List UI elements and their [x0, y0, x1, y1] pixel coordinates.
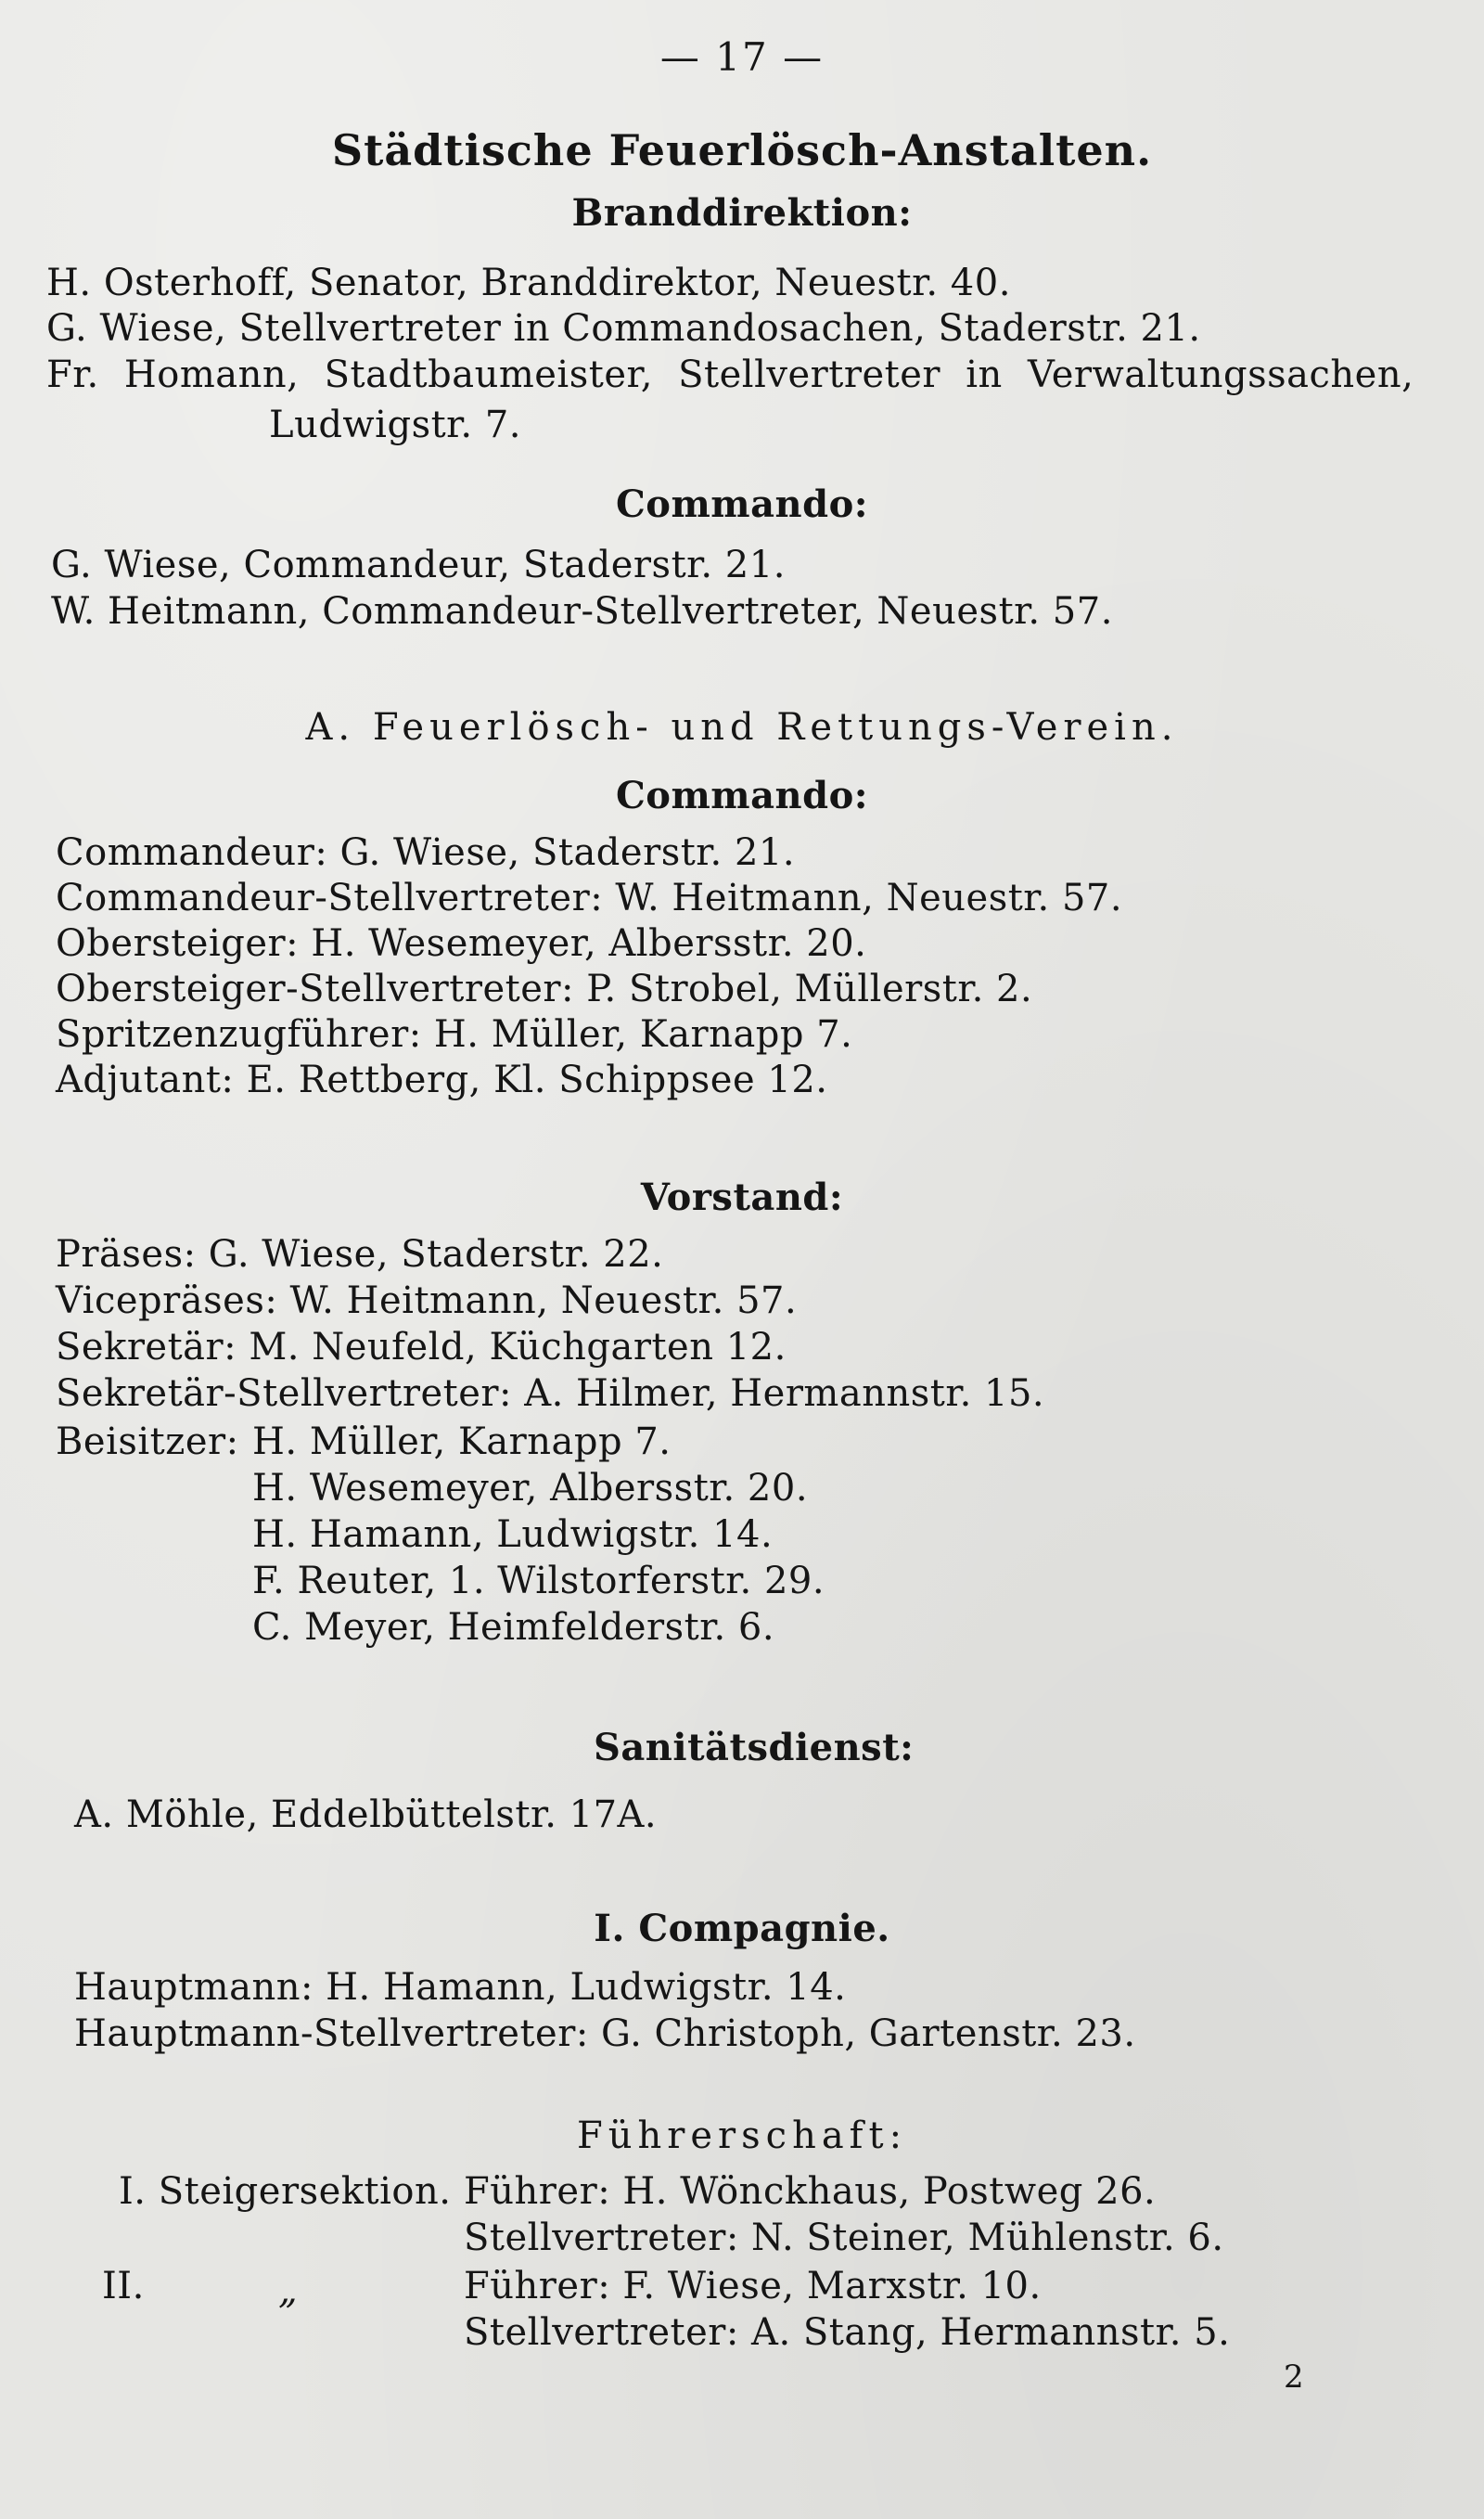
branddirektion-line: G. Wiese, Stellvertreter in Commandosachen, Staderstr. 21.: [46, 307, 1201, 350]
compagnie-line: Hauptmann: H. Hamann, Ludwigstr. 14.: [74, 1966, 847, 2009]
verein-commando-line: Obersteiger-Stellvertreter: P. Strobel, Müllerstr. 2.: [56, 968, 1033, 1010]
beisitzer-line: H. Müller, Karnapp 7.: [252, 1420, 672, 1463]
verein-commando-line: Commandeur-Stellvertreter: W. Heitmann, Neuestr. 57.: [56, 877, 1123, 919]
branddirektion-line: Ludwigstr. 7.: [269, 404, 521, 446]
vorstand-line: Präses: G. Wiese, Staderstr. 22.: [56, 1233, 664, 1276]
beisitzer-line: H. Hamann, Ludwigstr. 14.: [252, 1513, 774, 1556]
sanitaet-heading: Sanitätsdienst:: [594, 1726, 915, 1769]
steigersektion-line: Führer: H. Wönckhaus, Postweg 26.: [464, 2170, 1157, 2213]
fuehrerschaft-heading: Führerschaft:: [576, 2114, 908, 2157]
verein-commando-line: Spritzenzugführer: H. Müller, Karnapp 7.: [56, 1013, 853, 1056]
vorstand-line: Sekretär-Stellvertreter: A. Hilmer, Hermannstr. 15.: [56, 1372, 1045, 1415]
verein-commando-line: Obersteiger: H. Wesemeyer, Albersstr. 20.: [56, 922, 867, 965]
beisitzer-line: H. Wesemeyer, Albersstr. 20.: [252, 1467, 809, 1510]
vorstand-line: Vicepräses: W. Heitmann, Neuestr. 57.: [56, 1279, 798, 1322]
commando-line: G. Wiese, Commandeur, Staderstr. 21.: [51, 544, 786, 586]
compagnie-line: Hauptmann-Stellvertreter: G. Christoph, Gartenstr. 23.: [74, 2012, 1136, 2055]
branddirektion-line: Fr. Homann, Stadtbaumeister, Stellvertreter in Verwaltungssachen,: [46, 353, 1414, 396]
compagnie-heading: I. Compagnie.: [594, 1907, 890, 1950]
steigersektion-label: I. Steigersektion.: [119, 2170, 452, 2213]
branddirektion-heading: Branddirektion:: [571, 191, 913, 235]
steigersektion-line: Führer: F. Wiese, Marxstr. 10.: [464, 2265, 1042, 2307]
steigersektion-label: II.: [102, 2265, 145, 2307]
commando-heading: Commando:: [615, 482, 869, 526]
beisitzer-line: C. Meyer, Heimfelderstr. 6.: [252, 1606, 775, 1649]
beisitzer-line: F. Reuter, 1. Wilstorferstr. 29.: [252, 1560, 825, 1602]
branddirektion-line: H. Osterhoff, Senator, Branddirektor, Neuestr. 40.: [46, 262, 1011, 304]
verein-commando-line: Commandeur: G. Wiese, Staderstr. 21.: [56, 831, 796, 874]
commando-line: W. Heitmann, Commandeur-Stellvertreter, Neuestr. 57.: [51, 590, 1113, 633]
ditto-mark: „: [278, 2269, 298, 2312]
verein-heading: A. Feuerlösch- und Rettungs-Verein.: [305, 706, 1179, 749]
steigersektion-line: Stellvertreter: N. Steiner, Mühlenstr. 6.: [464, 2217, 1224, 2259]
verein-commando-heading: Commando:: [615, 774, 869, 817]
page-title: Städtische Feuerlösch-Anstalten.: [331, 125, 1153, 175]
vorstand-heading: Vorstand:: [640, 1176, 844, 1219]
sheet-signature: 2: [1284, 2358, 1304, 2396]
page-number: — 17 —: [659, 34, 825, 80]
sanitaet-line: A. Möhle, Eddelbüttelstr. 17A.: [74, 1793, 658, 1836]
steigersektion-line: Stellvertreter: A. Stang, Hermannstr. 5.: [464, 2311, 1231, 2354]
vorstand-line: Sekretär: M. Neufeld, Küchgarten 12.: [56, 1326, 787, 1369]
beisitzer-label: Beisitzer:: [56, 1420, 239, 1463]
verein-commando-line: Adjutant: E. Rettberg, Kl. Schippsee 12.: [56, 1059, 828, 1101]
